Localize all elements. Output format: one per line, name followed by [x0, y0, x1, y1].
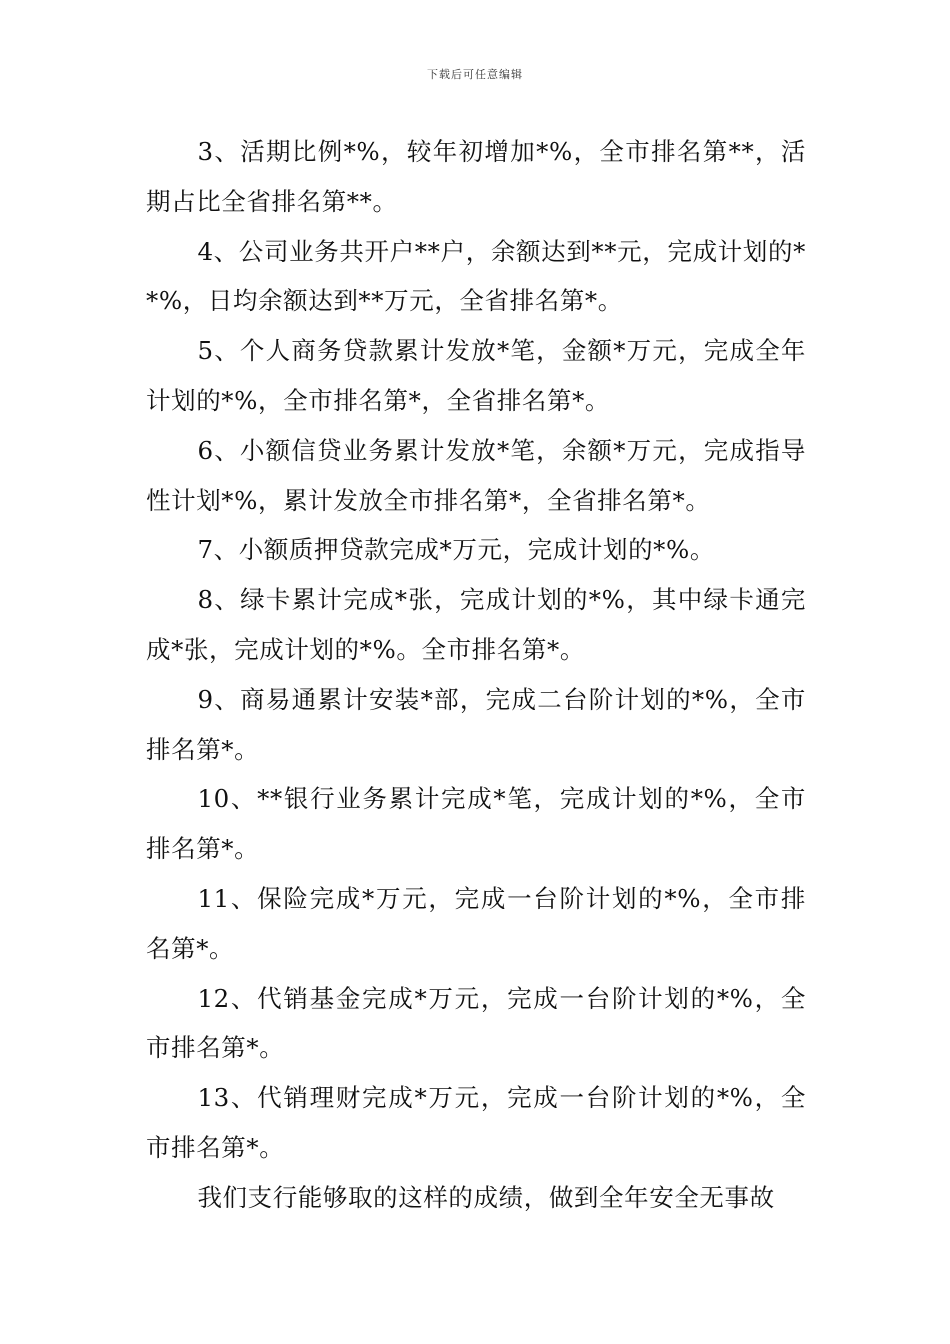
paragraph-item-5: 5、个人商务贷款累计发放*笔，金额*万元，完成全年计划的*%，全市排名第*，全省排名第*。 — [146, 336, 806, 415]
paragraph-item-7: 7、小额质押贷款完成*万元，完成计划的*%。 — [197, 535, 716, 565]
paragraph-conclusion: 我们支行能够取的这样的成绩，做到全年安全无事故 — [197, 1182, 775, 1212]
paragraph-item-13: 13、代销理财完成*万元，完成一台阶计划的*%，全市排名第*。 — [146, 1083, 806, 1162]
paragraph-item-11: 11、保险完成*万元，完成一台阶计划的*%，全市排名第*。 — [146, 883, 806, 963]
paragraph-item-3: 3、活期比例*%，较年初增加*%，全市排名第**，活期占比全省排名第**。 — [146, 137, 806, 216]
paragraph-item-6: 6、小额信贷业务累计发放*笔，余额*万元，完成指导性计划*%，累计发放全市排名第*，全省排名第*。 — [146, 435, 806, 515]
paragraph-item-9: 9、商易通累计安装*部，完成二台阶计划的*%，全市排名第*。 — [146, 684, 806, 764]
paragraph-item-10: 10、**银行业务累计完成*笔，完成计划的*%，全市排名第*。 — [146, 784, 806, 864]
paragraph-item-8: 8、绿卡累计完成*张，完成计划的*%，其中绿卡通完成*张，完成计划的*%。全市排名第*。 — [146, 585, 806, 664]
header-note: 下载后可任意编辑 — [427, 68, 523, 81]
paragraph-item-4: 4、公司业务共开户**户，余额达到**元，完成计划的**%，日均余额达到**万元，全省排名第*。 — [146, 236, 806, 316]
paragraph-item-12: 12、代销基金完成*万元，完成一台阶计划的*%，全市排名第*。 — [146, 983, 806, 1063]
document-body — [146, 127, 806, 1223]
